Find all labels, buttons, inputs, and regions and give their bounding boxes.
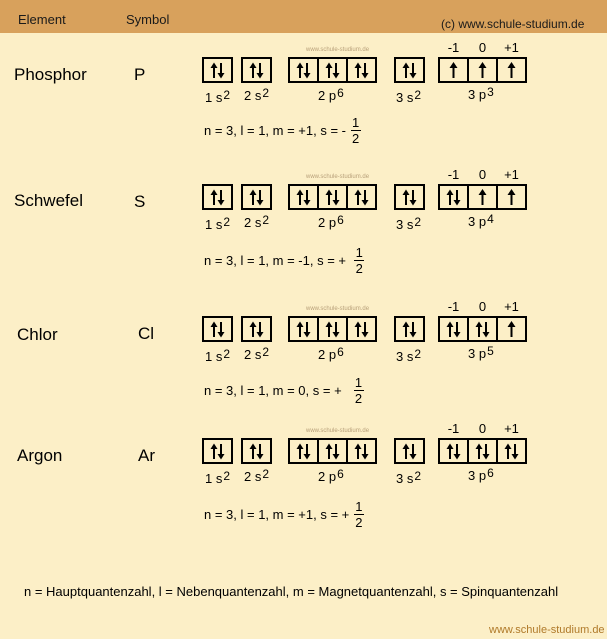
element-name: Argon — [17, 446, 63, 465]
fraction-numerator: 1 — [355, 499, 363, 514]
magnetic-number-label: +1 — [504, 299, 519, 314]
electron-pair-arrows-icon — [243, 186, 270, 208]
orbital-box-3s — [394, 438, 425, 464]
label-2s: 2 $s^2$ — [244, 467, 270, 484]
orbital-box-2s — [241, 184, 272, 210]
fraction-denominator: 2 — [355, 261, 363, 276]
label-2p: 2 $p^6$ — [318, 345, 344, 362]
orbital-box-2s — [241, 57, 272, 83]
small-watermark: www.schule-studium.de — [306, 174, 370, 180]
orbital-box-3p — [438, 184, 527, 210]
electron-pair-arrows-icon — [396, 440, 423, 462]
orbital-box-2p — [288, 316, 377, 342]
orbital-box-3p — [438, 57, 527, 83]
orbital-box-3s — [394, 57, 425, 83]
orbital-box-3s — [394, 184, 425, 210]
fraction-numerator: 1 — [354, 375, 363, 390]
electron-pair-arrows-icon — [346, 186, 375, 208]
label-3p: 3 $p^6$ — [468, 466, 494, 483]
magnetic-number-label: 0 — [478, 299, 487, 314]
label-2s: 2 $s^2$ — [244, 86, 270, 103]
electron-pair-arrows-icon — [204, 59, 231, 81]
orbital-box-2s — [241, 438, 272, 464]
magnetic-number-label: 0 — [478, 421, 487, 436]
element-symbol: Ar — [138, 446, 155, 465]
element-row-argon — [0, 421, 607, 548]
label-2s: 2 $s^2$ — [244, 213, 270, 230]
fraction-numerator: 1 — [355, 245, 363, 260]
magnetic-number-label: +1 — [504, 167, 519, 182]
electron-up-arrow-icon — [467, 59, 496, 81]
quantum-numbers-text: n = 3, l = 1, m = 0, s = + — [204, 383, 342, 398]
orbital-box-1s — [202, 438, 233, 464]
orbital-diagram — [0, 40, 607, 117]
electron-pair-arrows-icon — [346, 440, 375, 462]
element-symbol: P — [134, 65, 146, 84]
label-3s: 3 $s^2$ — [396, 347, 422, 364]
label-3p: 3 $p^4$ — [468, 212, 494, 229]
label-2p: 2 $p^6$ — [318, 467, 344, 484]
element-name: Chlor — [17, 325, 58, 344]
magnetic-number-label: -1 — [447, 40, 460, 55]
electron-up-arrow-icon — [496, 318, 525, 340]
magnetic-number-label: +1 — [504, 40, 519, 55]
electron-pair-arrows-icon — [440, 186, 467, 208]
small-watermark: www.schule-studium.de — [306, 306, 370, 312]
electron-pair-arrows-icon — [290, 440, 317, 462]
electron-pair-arrows-icon — [204, 318, 231, 340]
element-row-schwefel — [0, 167, 607, 294]
label-3s: 3 $s^2$ — [396, 215, 422, 232]
small-watermark: www.schule-studium.de — [306, 428, 370, 434]
orbital-box-3p — [438, 316, 527, 342]
orbital-box-1s — [202, 316, 233, 342]
label-3s: 3 $s^2$ — [396, 88, 422, 105]
electron-pair-arrows-icon — [317, 59, 346, 81]
element-symbol: S — [134, 192, 146, 211]
electron-pair-arrows-icon — [467, 318, 496, 340]
magnetic-number-label: -1 — [447, 421, 460, 436]
orbital-box-2p — [288, 184, 377, 210]
quantum-numbers-text: n = 3, l = 1, m = +1, s = + — [204, 507, 350, 522]
element-name: Phosphor — [14, 65, 87, 84]
electron-up-arrow-icon — [496, 186, 525, 208]
electron-pair-arrows-icon — [396, 318, 423, 340]
fraction-denominator: 2 — [354, 391, 363, 406]
electron-pair-arrows-icon — [204, 440, 231, 462]
legend-text: n = Hauptquantenzahl, l = Nebenquantenzahl, m = Magnetquantenzahl, s = Spinquantenzahl — [24, 584, 559, 599]
label-2s: 2 $s^2$ — [244, 345, 270, 362]
electron-pair-arrows-icon — [243, 318, 270, 340]
element-row-phosphor — [0, 40, 607, 167]
orbital-box-1s — [202, 57, 233, 83]
label-3p: 3 $p^3$ — [468, 85, 494, 102]
copyright-text: (c) www.schule-studium.de — [441, 17, 585, 31]
label-1s: 1 $s^2$ — [205, 88, 231, 105]
footer-watermark: www.schule-studium.de — [489, 624, 605, 636]
fraction-denominator: 2 — [351, 131, 360, 146]
element-column-header: Element — [18, 12, 66, 27]
symbol-column-header: Symbol — [126, 12, 170, 27]
electron-up-arrow-icon — [496, 59, 525, 81]
small-watermark: www.schule-studium.de — [306, 47, 370, 53]
electron-pair-arrows-icon — [317, 318, 346, 340]
orbital-box-2p — [288, 438, 377, 464]
orbital-diagram — [0, 299, 607, 376]
quantum-numbers-text: n = 3, l = 1, m = +1, s = - — [204, 123, 346, 138]
electron-pair-arrows-icon — [396, 59, 423, 81]
magnetic-number-label: +1 — [504, 421, 519, 436]
orbital-diagram — [0, 421, 607, 498]
magnetic-number-label: 0 — [478, 40, 487, 55]
label-2p: 2 $p^6$ — [318, 213, 344, 230]
element-row-chlor — [0, 299, 607, 426]
label-3s: 3 $s^2$ — [396, 469, 422, 486]
label-1s: 1 $s^2$ — [205, 347, 231, 364]
label-1s: 1 $s^2$ — [205, 469, 231, 486]
electron-pair-arrows-icon — [290, 318, 317, 340]
magnetic-number-label: -1 — [447, 299, 460, 314]
magnetic-number-label: -1 — [447, 167, 460, 182]
electron-pair-arrows-icon — [243, 59, 270, 81]
magnetic-number-label: 0 — [478, 167, 487, 182]
quantum-numbers-text: n = 3, l = 1, m = -1, s = + — [204, 253, 346, 268]
element-name: Schwefel — [14, 191, 83, 210]
label-3p: 3 $p^5$ — [468, 344, 494, 361]
orbital-box-2p — [288, 57, 377, 83]
fraction-numerator: 1 — [351, 115, 360, 130]
label-1s: 1 $s^2$ — [205, 215, 231, 232]
electron-pair-arrows-icon — [467, 440, 496, 462]
orbital-box-3s — [394, 316, 425, 342]
label-2p: 2 $p^6$ — [318, 86, 344, 103]
electron-pair-arrows-icon — [317, 440, 346, 462]
orbital-diagram — [0, 167, 607, 244]
electron-pair-arrows-icon — [290, 186, 317, 208]
electron-pair-arrows-icon — [440, 440, 467, 462]
electron-pair-arrows-icon — [396, 186, 423, 208]
electron-pair-arrows-icon — [346, 318, 375, 340]
electron-up-arrow-icon — [467, 186, 496, 208]
electron-pair-arrows-icon — [290, 59, 317, 81]
orbital-box-2s — [241, 316, 272, 342]
electron-pair-arrows-icon — [204, 186, 231, 208]
electron-pair-arrows-icon — [243, 440, 270, 462]
electron-pair-arrows-icon — [440, 318, 467, 340]
electron-pair-arrows-icon — [496, 440, 525, 462]
element-symbol: Cl — [138, 324, 155, 343]
orbital-box-3p — [438, 438, 527, 464]
electron-pair-arrows-icon — [346, 59, 375, 81]
electron-up-arrow-icon — [440, 59, 467, 81]
orbital-box-1s — [202, 184, 233, 210]
electron-pair-arrows-icon — [317, 186, 346, 208]
fraction-denominator: 2 — [355, 515, 363, 530]
